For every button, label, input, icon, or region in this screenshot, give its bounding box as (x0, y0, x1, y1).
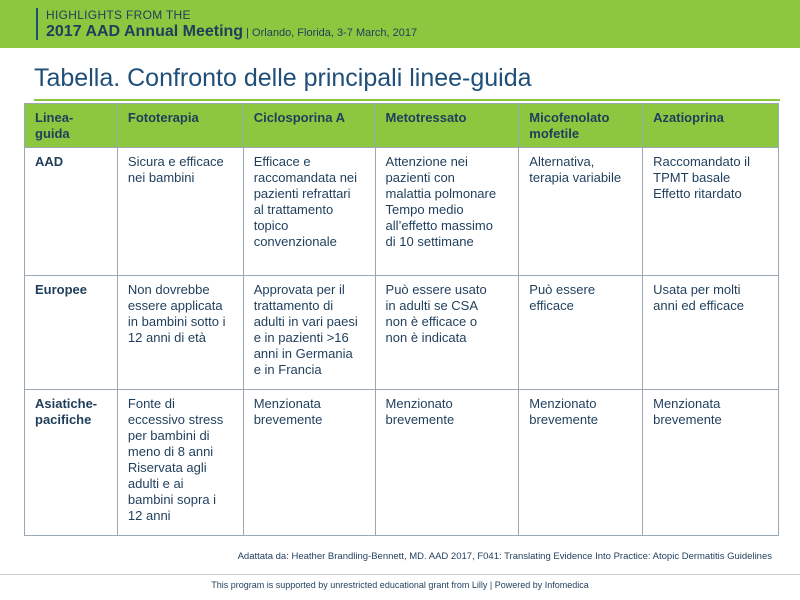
table-cell: Menzionata brevemente (643, 390, 779, 536)
header-title (46, 23, 417, 41)
column-header: Micofenolato mofetile (519, 104, 643, 148)
row-label: AAD (25, 148, 118, 276)
table-cell: Menzionata brevemente (243, 390, 375, 536)
table-header-row (25, 104, 779, 148)
footer-sponsor-note: This program is supported by unrestricted educational grant from Lilly | Powered by Infomedica (211, 580, 589, 590)
title-divider (34, 99, 780, 101)
table-cell: Può essere usato in adulti se CSA non è efficace o non è indicata (375, 276, 519, 390)
table-row (25, 390, 779, 536)
row-label: Asiatiche- pacifiche (25, 390, 118, 536)
column-header: Metotressato (375, 104, 519, 148)
source-citation: Adattata da: Heather Brandling-Bennett, MD. AAD 2017, F041: Translating Evidence Into Practice: Atopic Dermatitis Guidelines (237, 551, 772, 562)
header-band (0, 0, 800, 48)
table-cell: Non dovrebbe essere applicata in bambini sotto i 12 anni di età (117, 276, 243, 390)
header-subtitle: HIGHLIGHTS FROM THE (46, 8, 191, 22)
table-cell: Usata per molti anni ed efficace (643, 276, 779, 390)
header-accent-bar (36, 8, 38, 40)
table-cell: Menzionato brevemente (375, 390, 519, 536)
column-header: Fototerapia (117, 104, 243, 148)
table-cell: Alternativa, terapia variabile (519, 148, 643, 276)
table-cell: Raccomandato il TPMT basale Effetto ritardato (643, 148, 779, 276)
table-cell: Menzionato brevemente (519, 390, 643, 536)
guidelines-table (24, 103, 779, 536)
table-row (25, 276, 779, 390)
table-cell: Efficace e raccomandata nei pazienti refrattari al trattamento topico convenzionale (243, 148, 375, 276)
table-cell: Sicura e efficace nei bambini (117, 148, 243, 276)
header-meeting-name: 2017 AAD Annual Meeting (46, 23, 244, 40)
table-cell: Approvata per il trattamento di adulti in vari paesi e in pazienti >16 anni in Germania e in Francia (243, 276, 375, 390)
table-cell: Fonte di eccessivo stress per bambini di meno di 8 anni Riservata agli adulti e ai bambini sopra i 12 anni (117, 390, 243, 536)
page-title: Tabella. Confronto delle principali linee-guida (34, 64, 532, 92)
table-cell: Attenzione nei pazienti con malattia polmonare Tempo medio all’effetto massimo di 10 settimane (375, 148, 519, 276)
column-header: Ciclosporina A (243, 104, 375, 148)
table-cell: Può essere efficace (519, 276, 643, 390)
column-header: Linea- guida (25, 104, 118, 148)
table-row (25, 148, 779, 276)
row-label: Europee (25, 276, 118, 390)
column-header: Azatioprina (643, 104, 779, 148)
footer-divider (0, 574, 800, 575)
header-location: | Orlando, Florida, 3-7 March, 2017 (243, 27, 418, 39)
